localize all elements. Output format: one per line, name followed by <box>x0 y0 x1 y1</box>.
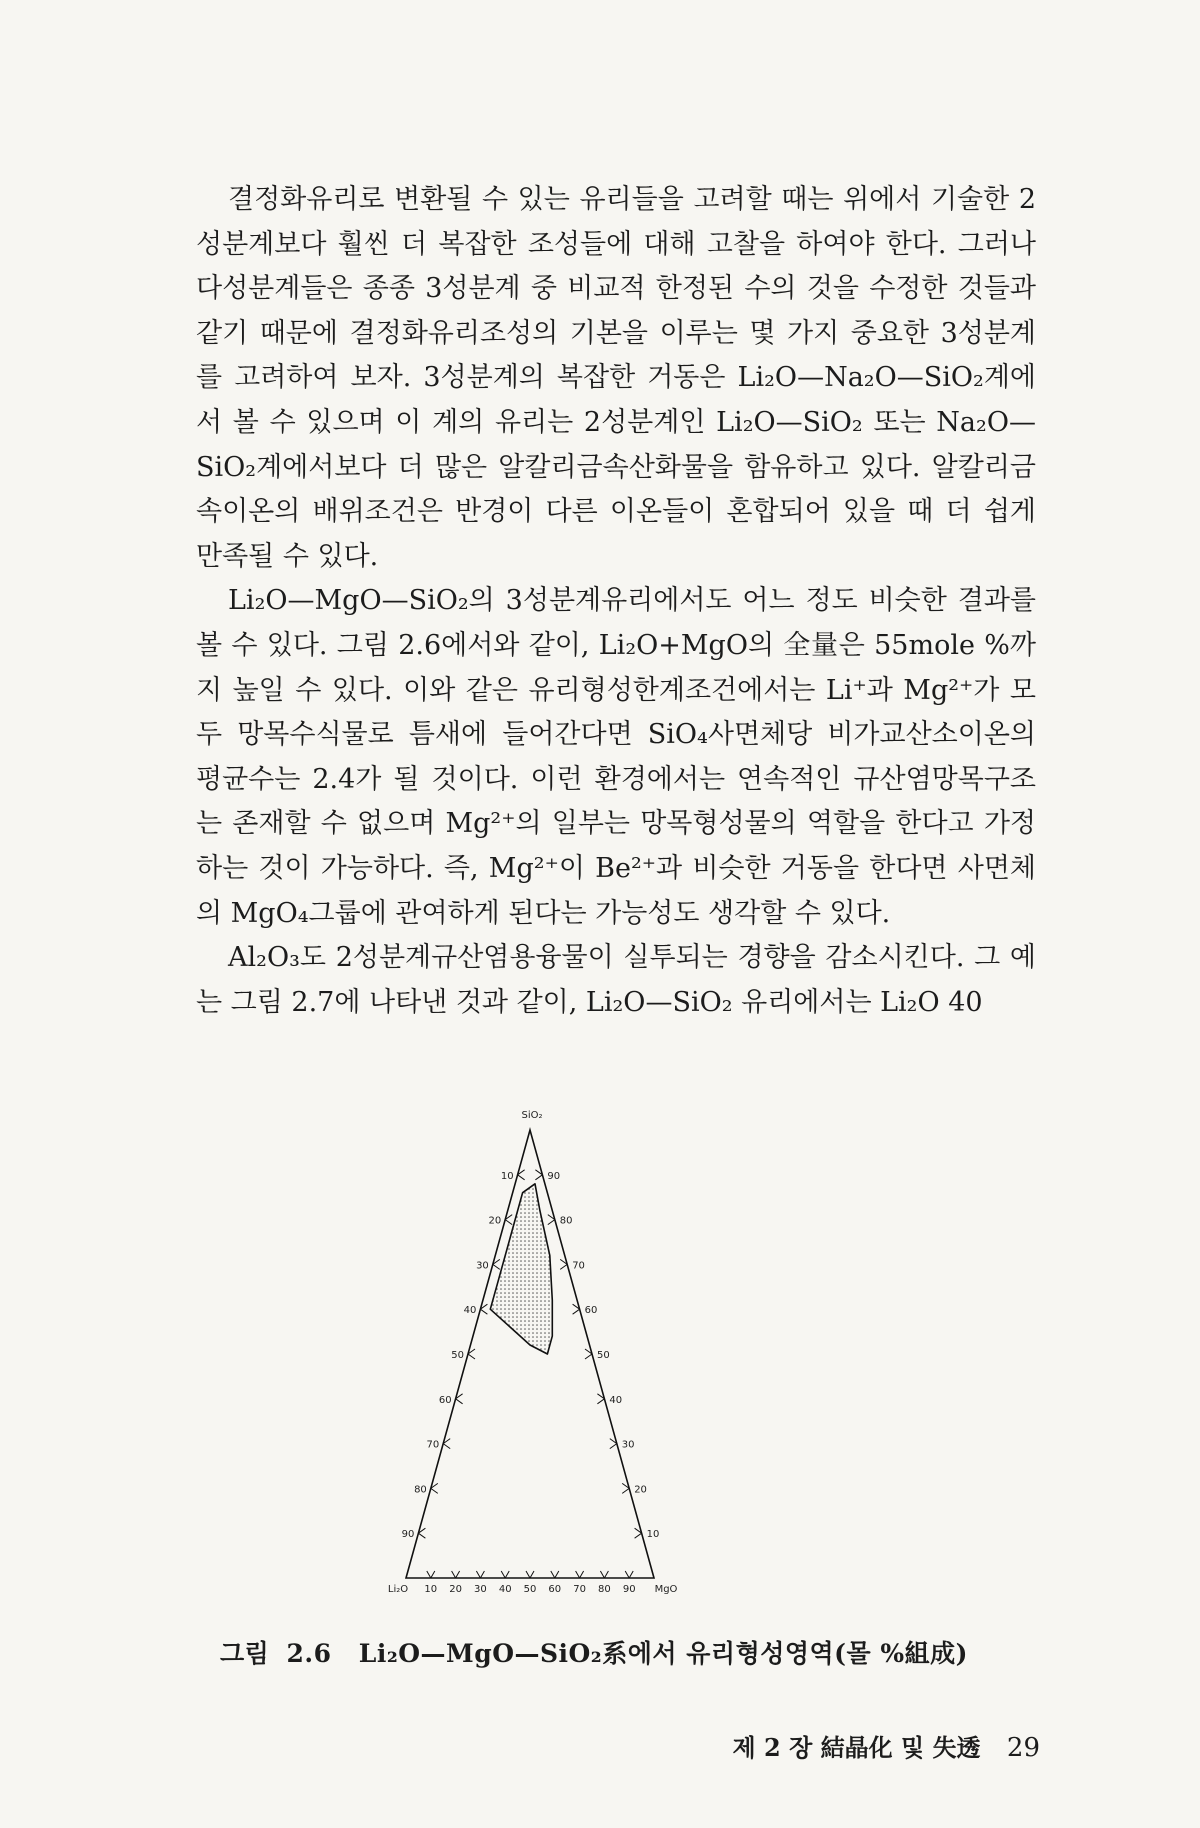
footer-chapter: 제 2 장 <box>732 1733 813 1762</box>
bottom-edge-tick-label: 60 <box>548 1584 562 1595</box>
bottom-edge-tick-label: 20 <box>449 1584 462 1595</box>
bottom-edge-tick-label: 50 <box>523 1584 537 1595</box>
left-edge-tick-label: 70 <box>426 1439 440 1451</box>
bottom-edge-tick-label: 30 <box>474 1584 487 1595</box>
right-edge-tick-label: 10 <box>646 1529 660 1541</box>
bottom-edge-tick-label: 90 <box>622 1584 636 1595</box>
right-edge-tick-label: 40 <box>609 1394 623 1406</box>
ternary-diagram <box>380 1088 840 1828</box>
caption-prefix: 그림 <box>220 1639 270 1668</box>
left-edge-tick-label: 60 <box>438 1394 452 1406</box>
bottom-edge-tick-label: 10 <box>424 1584 438 1595</box>
bottom-edge-tick <box>625 1571 633 1578</box>
page-footer <box>680 1728 1040 1763</box>
bottom-edge-tick-label: 70 <box>573 1584 586 1595</box>
paragraph: Al₂O₃도 2성분계규산염용융물이 실투되는 경향을 감소시킨다. 그 예는 그림 2.7에 나타낸 것과 같이, Li₂O—SiO₂ 유리에서는 Li₂O 40 <box>196 942 1036 1018</box>
bottom-edge-tick <box>501 1571 509 1578</box>
bottom-edge-tick <box>427 1571 435 1578</box>
footer-section: 結晶化 및 失透 <box>820 1733 981 1762</box>
bottom-edge-tick <box>551 1571 559 1578</box>
paragraph: 결정화유리로 변환될 수 있는 유리들을 고려할 때는 위에서 기술한 2성분계보다 훨씬 더 복잡한 조성들에 대해 고찰을 하여야 한다. 그러나 다성분계들은 종종 3성분계 중 비교적 한정된 수의 것을 수정한 것들과 같기 때문에 결정화유리조성의 기본을 이루는 몇 가지 중요한 3성분계를 고려하여 보자. 3성분계의 복잡한 거동은 Li₂O—Na₂O—SiO₂계에서 볼 수 있으며 이 계의 유리는 2성분계인 Li₂O—SiO₂ 또는 Na₂O—SiO₂계에서보다 더 많은 알칼리금속산화물을 함유하고 있다. 알칼리금속이온의 배위조건은 반경이 다른 이온들이 혼합되어 있을 때 더 쉽게 만족될 수 있다. <box>196 184 1036 572</box>
left-edge-tick-label: 20 <box>488 1215 502 1227</box>
page-number: 29 <box>1006 1733 1040 1763</box>
vertex-label-sio2: SiO₂ <box>521 1110 543 1121</box>
caption-number: 2.6 <box>286 1639 332 1668</box>
right-edge-tick-label: 30 <box>621 1439 635 1451</box>
figure-caption <box>220 1634 1020 1670</box>
caption-text: Li₂O—MgO—SiO₂系에서 유리형성영역(몰 %組成) <box>358 1639 968 1668</box>
paragraph: Li₂O—MgO—SiO₂의 3성분계유리에서도 어느 정도 비슷한 결과를 볼 수 있다. 그림 2.6에서와 같이, Li₂O+MgO의 全量은 55mole %까지 높일 수 있다. 이와 같은 유리형성한계조건에서는 Li⁺과 Mg²⁺가 모두 망목수식물로 틈새에 들어간다면 SiO₄사면체당 비가교산소이온의 평균수는 2.4가 될 것이다. 이런 환경에서는 연속적인 규산염망목구조는 존재할 수 없으며 Mg²⁺의 일부는 망목형성물의 역할을 한다고 가정하는 것이 가능하다. 즉, Mg²⁺이 Be²⁺과 비슷한 거동을 한다면 사면체의 MgO₄그룹에 관여하게 된다는 가능성도 생각할 수 있다. <box>196 585 1036 929</box>
left-edge-tick-label: 90 <box>401 1529 415 1541</box>
right-edge-tick-label: 70 <box>572 1260 585 1272</box>
left-edge-tick-label: 40 <box>463 1305 477 1317</box>
right-edge-tick-label: 50 <box>597 1350 610 1361</box>
right-edge-tick-label: 20 <box>634 1484 647 1496</box>
bottom-edge-tick <box>526 1571 534 1578</box>
bottom-edge-tick-label: 80 <box>598 1584 611 1595</box>
bottom-edge-tick <box>576 1571 584 1578</box>
right-edge-tick-label: 80 <box>559 1215 573 1227</box>
vertex-label-li2o: Li₂O <box>387 1584 409 1595</box>
body-text <box>196 178 1036 1025</box>
left-edge-tick-label: 30 <box>476 1260 489 1272</box>
right-edge-tick-label: 60 <box>584 1305 598 1317</box>
bottom-edge-tick-label: 40 <box>498 1584 512 1595</box>
left-edge-tick-label: 80 <box>414 1484 427 1496</box>
bottom-edge-tick <box>452 1571 460 1578</box>
left-edge-tick-label: 10 <box>500 1170 514 1182</box>
right-edge-tick-label: 90 <box>547 1170 561 1182</box>
vertex-label-mgo: MgO <box>654 1584 678 1595</box>
ternary-diagram-svg <box>380 1088 840 1628</box>
left-edge-tick-label: 50 <box>451 1350 464 1361</box>
bottom-edge-tick <box>600 1571 608 1578</box>
bottom-edge-tick <box>476 1571 484 1578</box>
